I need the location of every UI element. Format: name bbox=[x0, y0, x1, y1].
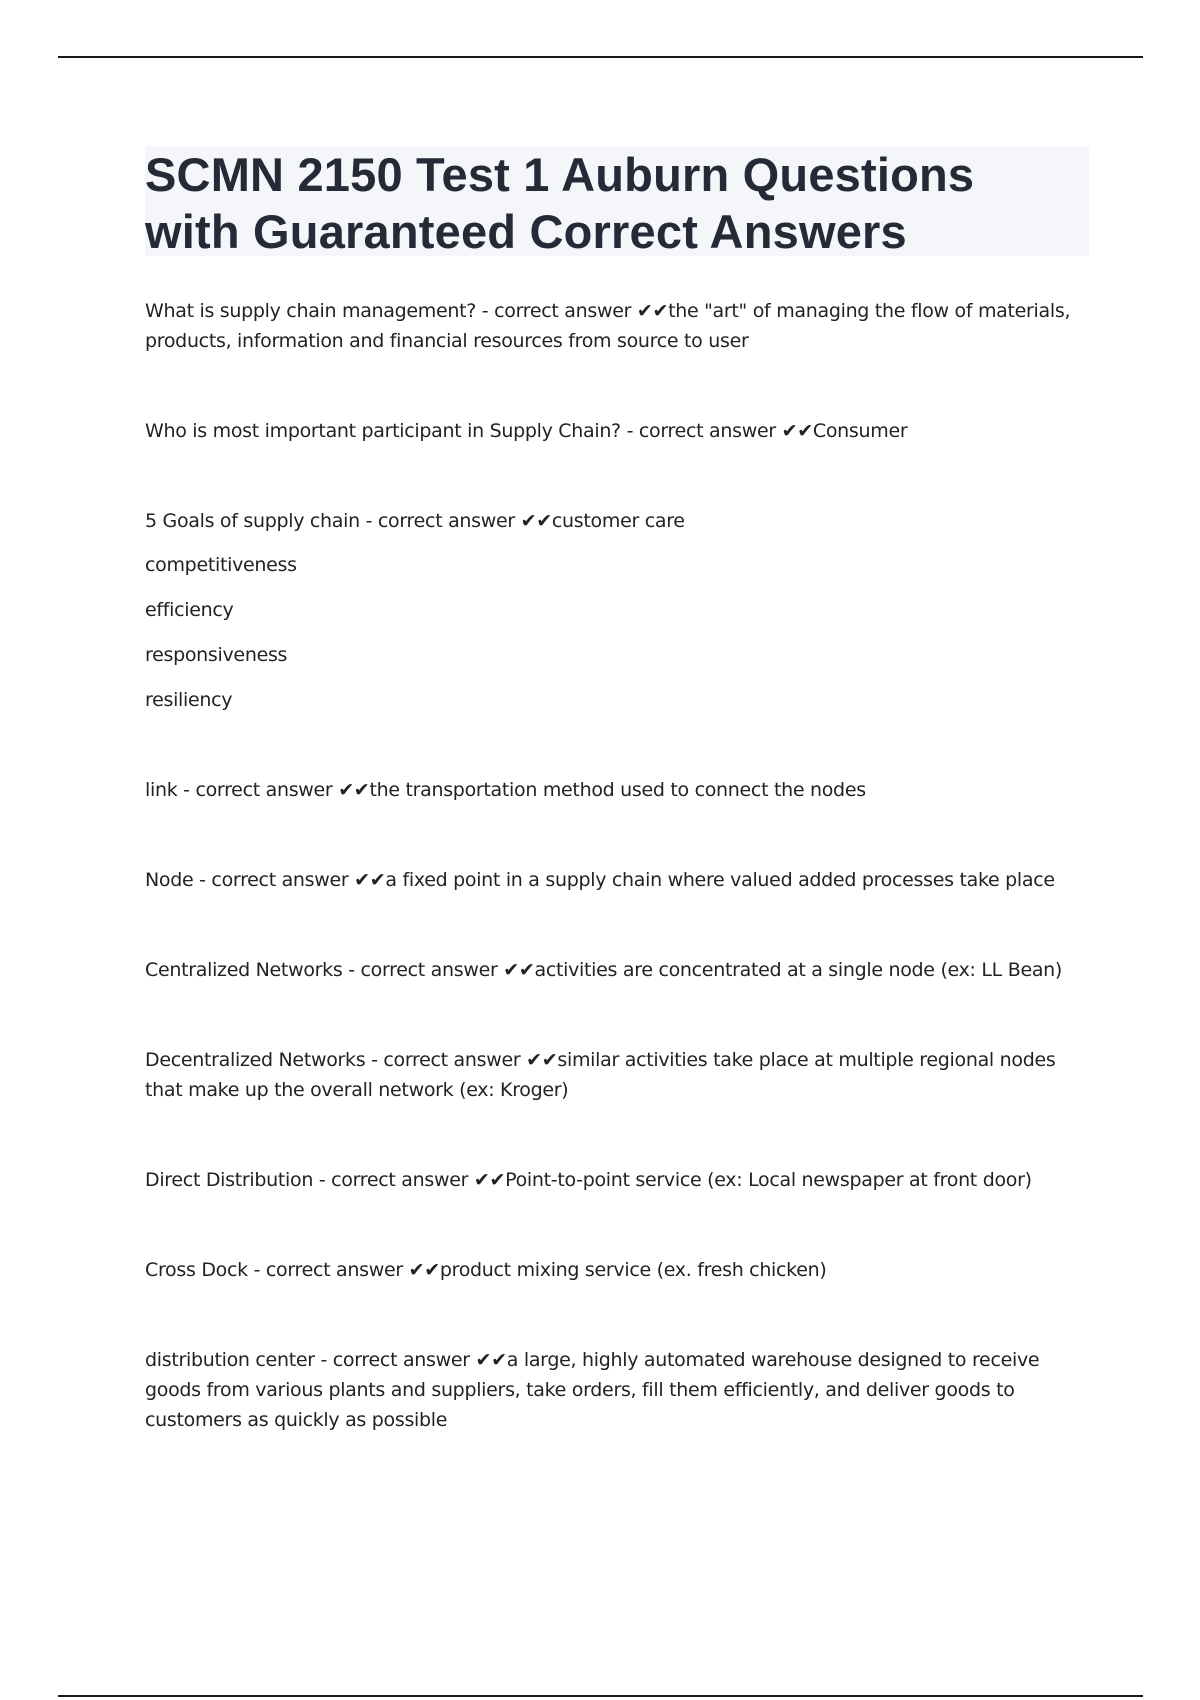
answer: activities are concentrated at a single node (ex: LL Bean) bbox=[534, 959, 1063, 981]
title-line-2: with Guaranteed Correct Answers bbox=[145, 205, 907, 258]
top-rule bbox=[58, 56, 1143, 58]
check-icon: ✔✔ bbox=[781, 420, 813, 442]
question: Decentralized Networks bbox=[145, 1049, 366, 1071]
qa-item bbox=[145, 1255, 1095, 1285]
qa-list bbox=[145, 296, 1095, 1495]
check-icon: ✔✔ bbox=[354, 869, 386, 891]
goal-item: competitiveness bbox=[145, 554, 297, 576]
answer: Point-to-point service (ex: Local newspaper at front door) bbox=[505, 1169, 1032, 1191]
goal-item: efficiency bbox=[145, 599, 234, 621]
question: Centralized Networks bbox=[145, 959, 343, 981]
separator: - correct answer bbox=[193, 869, 355, 891]
bottom-rule bbox=[58, 1695, 1143, 1697]
check-icon: ✔✔ bbox=[503, 959, 535, 981]
qa-item bbox=[145, 416, 1095, 446]
question: distribution center bbox=[145, 1349, 315, 1371]
question: Cross Dock bbox=[145, 1259, 248, 1281]
qa-item bbox=[145, 1045, 1095, 1105]
goal-item: resiliency bbox=[145, 689, 233, 711]
check-icon: ✔✔ bbox=[475, 1349, 507, 1371]
answer: similar activities take place at multiple regional nodes that make up the overall network (ex: Kroger) bbox=[145, 1049, 1056, 1101]
question: What is supply chain management? bbox=[145, 300, 477, 322]
check-icon: ✔✔ bbox=[520, 510, 552, 532]
qa-item bbox=[145, 1165, 1095, 1195]
qa-item bbox=[145, 1345, 1095, 1435]
separator: - correct answer bbox=[359, 510, 521, 532]
check-icon: ✔✔ bbox=[636, 300, 669, 322]
question: Who is most important participant in Supply Chain? bbox=[145, 420, 621, 442]
check-icon: ✔✔ bbox=[338, 779, 370, 801]
answer: a fixed point in a supply chain where valued added processes take place bbox=[385, 869, 1055, 891]
separator: - correct answer bbox=[177, 779, 339, 801]
qa-item bbox=[145, 955, 1095, 985]
qa-item bbox=[145, 506, 1095, 536]
check-icon: ✔✔ bbox=[473, 1169, 506, 1191]
answer: product mixing service (ex. fresh chicken) bbox=[439, 1259, 827, 1281]
answer: the "art" of managing the flow of materials, products, information and financial resources from source to user bbox=[145, 300, 1071, 352]
separator: - correct answer bbox=[313, 1169, 474, 1191]
document-title bbox=[145, 146, 974, 260]
separator: - correct answer bbox=[620, 420, 782, 442]
answer: the transportation method used to connect the nodes bbox=[369, 779, 866, 801]
title-line-1: SCMN 2150 Test 1 Auburn Questions bbox=[145, 148, 975, 201]
title-block bbox=[145, 146, 1089, 256]
answer: a large, highly automated warehouse designed to receive goods from various plants and suppliers, take orders, fill them efficiently, and deliver goods to customers as quickly as possible bbox=[145, 1349, 1040, 1431]
qa-item bbox=[145, 865, 1095, 895]
goal-item: responsiveness bbox=[145, 644, 288, 666]
separator: - correct answer bbox=[247, 1259, 409, 1281]
separator: - correct answer bbox=[342, 959, 504, 981]
goal-list bbox=[145, 550, 1095, 715]
separator: - correct answer bbox=[476, 300, 637, 322]
question: link bbox=[145, 779, 178, 801]
question: 5 Goals of supply chain bbox=[145, 510, 360, 532]
separator: - correct answer bbox=[314, 1349, 476, 1371]
check-icon: ✔✔ bbox=[408, 1259, 440, 1281]
qa-item bbox=[145, 775, 1095, 805]
qa-item bbox=[145, 296, 1095, 356]
separator: - correct answer bbox=[365, 1049, 527, 1071]
question: Direct Distribution bbox=[145, 1169, 314, 1191]
answer: Consumer bbox=[812, 420, 908, 442]
question: Node bbox=[145, 869, 194, 891]
answer: customer care bbox=[551, 510, 685, 532]
check-icon: ✔✔ bbox=[526, 1049, 558, 1071]
